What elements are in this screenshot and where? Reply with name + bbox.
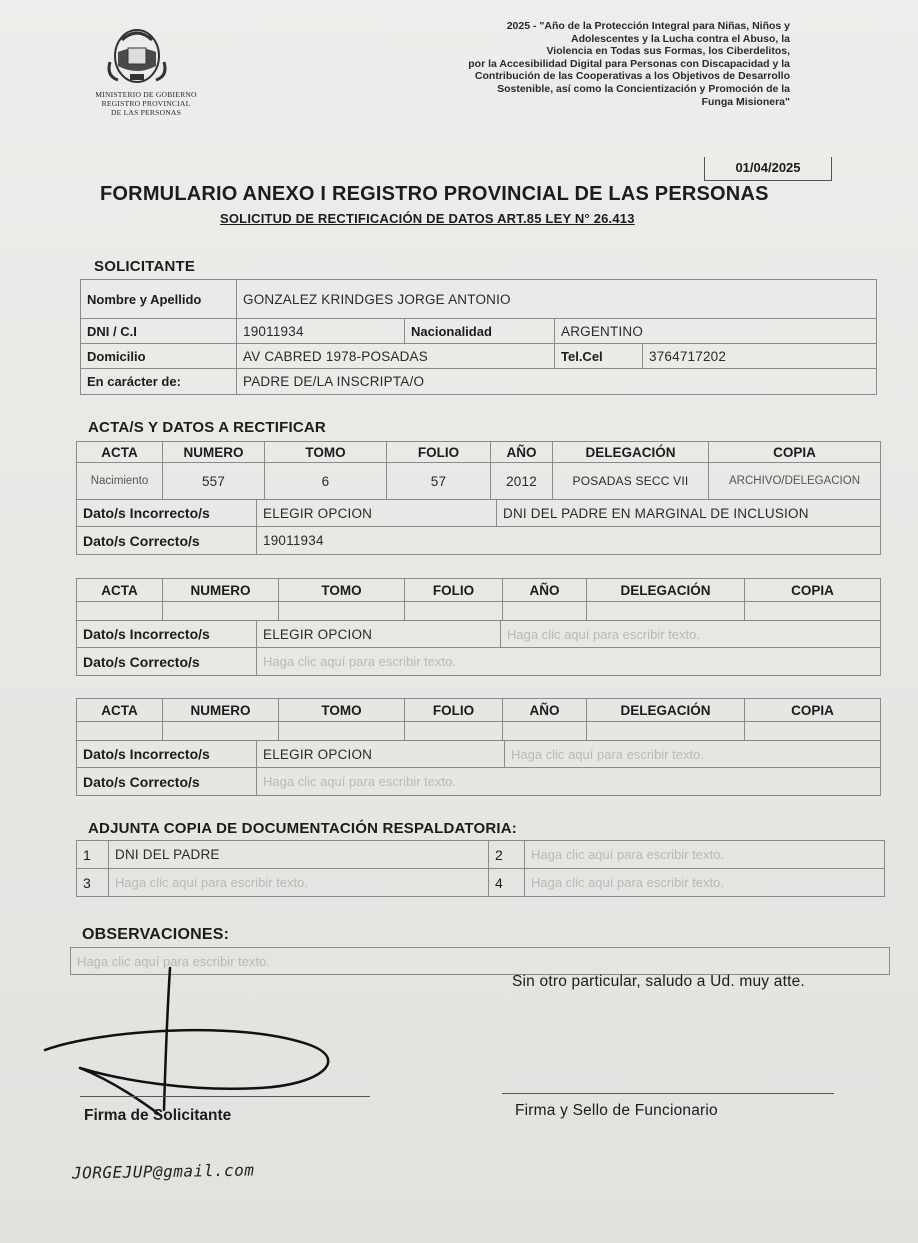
header-folio: FOLIO [405, 699, 503, 722]
form-subtitle: SOLICITUD DE RECTIFICACIÓN DE DATOS ART.85 LEY N° 26.413 [220, 211, 635, 226]
ministry-name: MINISTERIO DE GOBIERNO REGISTRO PROVINCIAL DE LAS PERSONAS [95, 90, 197, 117]
correct-label: Dato/s Correcto/s [77, 768, 257, 796]
nacionalidad-label: Nacionalidad [405, 319, 555, 344]
header-anio: AÑO [503, 699, 587, 722]
delegacion-field[interactable]: POSADAS SECC VII [553, 463, 709, 500]
attachment-number: 2 [489, 841, 525, 869]
incorrect-label: Dato/s Incorrecto/s [77, 741, 257, 768]
incorrect-text-field[interactable]: DNI DEL PADRE EN MARGINAL DE INCLUSION [497, 500, 881, 527]
section-title-solicitante: SOLICITANTE [94, 258, 196, 275]
firma-solicitante-label: Firma de Solicitante [84, 1107, 232, 1124]
header-numero: NUMERO [163, 579, 279, 602]
delegacion-field[interactable] [587, 722, 745, 741]
acta-type-field[interactable] [77, 602, 163, 621]
signature-line-funcionario [502, 1093, 834, 1094]
acta-data-table-2 [76, 620, 881, 676]
incorrect-label: Dato/s Incorrecto/s [77, 500, 257, 527]
acta-table-3 [76, 698, 881, 741]
header-folio: FOLIO [387, 442, 491, 463]
incorrect-text-field[interactable]: Haga clic aquí para escribir texto. [505, 741, 881, 768]
incorrect-option-select[interactable]: ELEGIR OPCION [257, 741, 505, 768]
correct-text-field[interactable]: Haga clic aquí para escribir texto. [257, 768, 881, 796]
section-title-actas: ACTA/S Y DATOS A RECTIFICAR [88, 419, 326, 436]
anio-field[interactable]: 2012 [491, 463, 553, 500]
dni-label: DNI / C.I [81, 319, 237, 344]
numero-field[interactable] [163, 722, 279, 741]
observaciones-field[interactable]: Haga clic aquí para escribir texto. [71, 948, 890, 975]
attachment-field-2[interactable]: Haga clic aquí para escribir texto. [525, 841, 885, 869]
correct-label: Dato/s Correcto/s [77, 648, 257, 676]
closing-text: Sin otro particular, saludo a Ud. muy atte. [512, 973, 805, 990]
correct-text-field[interactable]: Haga clic aquí para escribir texto. [257, 648, 881, 676]
header-copia: COPIA [709, 442, 881, 463]
attachment-field-3[interactable]: Haga clic aquí para escribir texto. [109, 869, 489, 897]
correct-label: Dato/s Correcto/s [77, 527, 257, 555]
incorrect-label: Dato/s Incorrecto/s [77, 621, 257, 648]
section-title-observaciones: OBSERVACIONES: [82, 926, 230, 943]
domicilio-label: Domicilio [81, 344, 237, 369]
caracter-field[interactable]: PADRE DE/LA INSCRIPTA/O [237, 369, 877, 395]
firma-funcionario-label: Firma y Sello de Funcionario [515, 1102, 718, 1119]
header-delegacion: DELEGACIÓN [587, 699, 745, 722]
date-field[interactable]: 01/04/2025 [704, 157, 832, 181]
acta-table-1 [76, 441, 881, 500]
header-tomo: TOMO [265, 442, 387, 463]
delegacion-field[interactable] [587, 602, 745, 621]
header-tomo: TOMO [279, 579, 405, 602]
acta-type-field[interactable] [77, 722, 163, 741]
header-acta: ACTA [77, 579, 163, 602]
acta-table-2 [76, 578, 881, 621]
section-title-adjunta: ADJUNTA COPIA DE DOCUMENTACIÓN RESPALDATORIA: [88, 820, 517, 837]
numero-field[interactable] [163, 602, 279, 621]
incorrect-text-field[interactable]: Haga clic aquí para escribir texto. [501, 621, 881, 648]
header-tomo: TOMO [279, 699, 405, 722]
incorrect-option-select[interactable]: ELEGIR OPCION [257, 621, 501, 648]
header-numero: NUMERO [163, 442, 265, 463]
header-numero: NUMERO [163, 699, 279, 722]
attachment-number: 4 [489, 869, 525, 897]
acta-type-field[interactable]: Nacimiento [77, 463, 163, 500]
header-acta: ACTA [77, 442, 163, 463]
numero-field[interactable]: 557 [163, 463, 265, 500]
attachment-number: 3 [77, 869, 109, 897]
header-delegacion: DELEGACIÓN [587, 579, 745, 602]
solicitante-table [80, 279, 877, 395]
nacionalidad-field[interactable]: ARGENTINO [555, 319, 877, 344]
adjunta-table [76, 840, 885, 897]
tomo-field[interactable] [279, 722, 405, 741]
tomo-field[interactable] [279, 602, 405, 621]
domicilio-field[interactable]: AV CABRED 1978-POSADAS [237, 344, 555, 369]
anio-field[interactable] [503, 602, 587, 621]
copia-field[interactable] [745, 602, 881, 621]
folio-field[interactable] [405, 722, 503, 741]
tel-label: Tel.Cel [555, 344, 643, 369]
nombre-field[interactable]: GONZALEZ KRINDGES JORGE ANTONIO [237, 280, 877, 319]
copia-field[interactable] [745, 722, 881, 741]
header-acta: ACTA [77, 699, 163, 722]
anio-field[interactable] [503, 722, 587, 741]
attachment-field-1[interactable]: DNI DEL PADRE [109, 841, 489, 869]
tel-field[interactable]: 3764717202 [643, 344, 877, 369]
header-folio: FOLIO [405, 579, 503, 602]
header-anio: AÑO [491, 442, 553, 463]
copia-field[interactable]: ARCHIVO/DELEGACION [709, 463, 881, 500]
folio-field[interactable] [405, 602, 503, 621]
acta-data-table-3 [76, 740, 881, 796]
handwritten-email: JORGEJUP@gmail.com [71, 1160, 255, 1183]
attachment-field-4[interactable]: Haga clic aquí para escribir texto. [525, 869, 885, 897]
nombre-label: Nombre y Apellido [81, 280, 237, 319]
tomo-field[interactable]: 6 [265, 463, 387, 500]
form-title: FORMULARIO ANEXO I REGISTRO PROVINCIAL DE LAS PERSONAS [100, 183, 769, 205]
caracter-label: En carácter de: [81, 369, 237, 395]
correct-text-field[interactable]: 19011934 [257, 527, 881, 555]
acta-data-table-1 [76, 499, 881, 555]
header-copia: COPIA [745, 579, 881, 602]
provincial-seal-icon [100, 22, 174, 86]
header-delegacion: DELEGACIÓN [553, 442, 709, 463]
attachment-number: 1 [77, 841, 109, 869]
incorrect-option-select[interactable]: ELEGIR OPCION [257, 500, 497, 527]
year-motto: 2025 - "Año de la Protección Integral para Niñas, Niños y Adolescentes y la Lucha contra el Abuso, la Violencia en Todas sus Formas, los Ciberdelitos, por la Accesibilidad Digital para Personas con Discapacidad y la Contribución de las Cooperativas a los Objetivos de Desarrollo Sostenible, así como la Concientización y Promoción de la Funga Misionera" [468, 20, 790, 108]
dni-field[interactable]: 19011934 [237, 319, 405, 344]
header-copia: COPIA [745, 699, 881, 722]
header-anio: AÑO [503, 579, 587, 602]
folio-field[interactable]: 57 [387, 463, 491, 500]
signature-line-solicitante [80, 1096, 370, 1097]
